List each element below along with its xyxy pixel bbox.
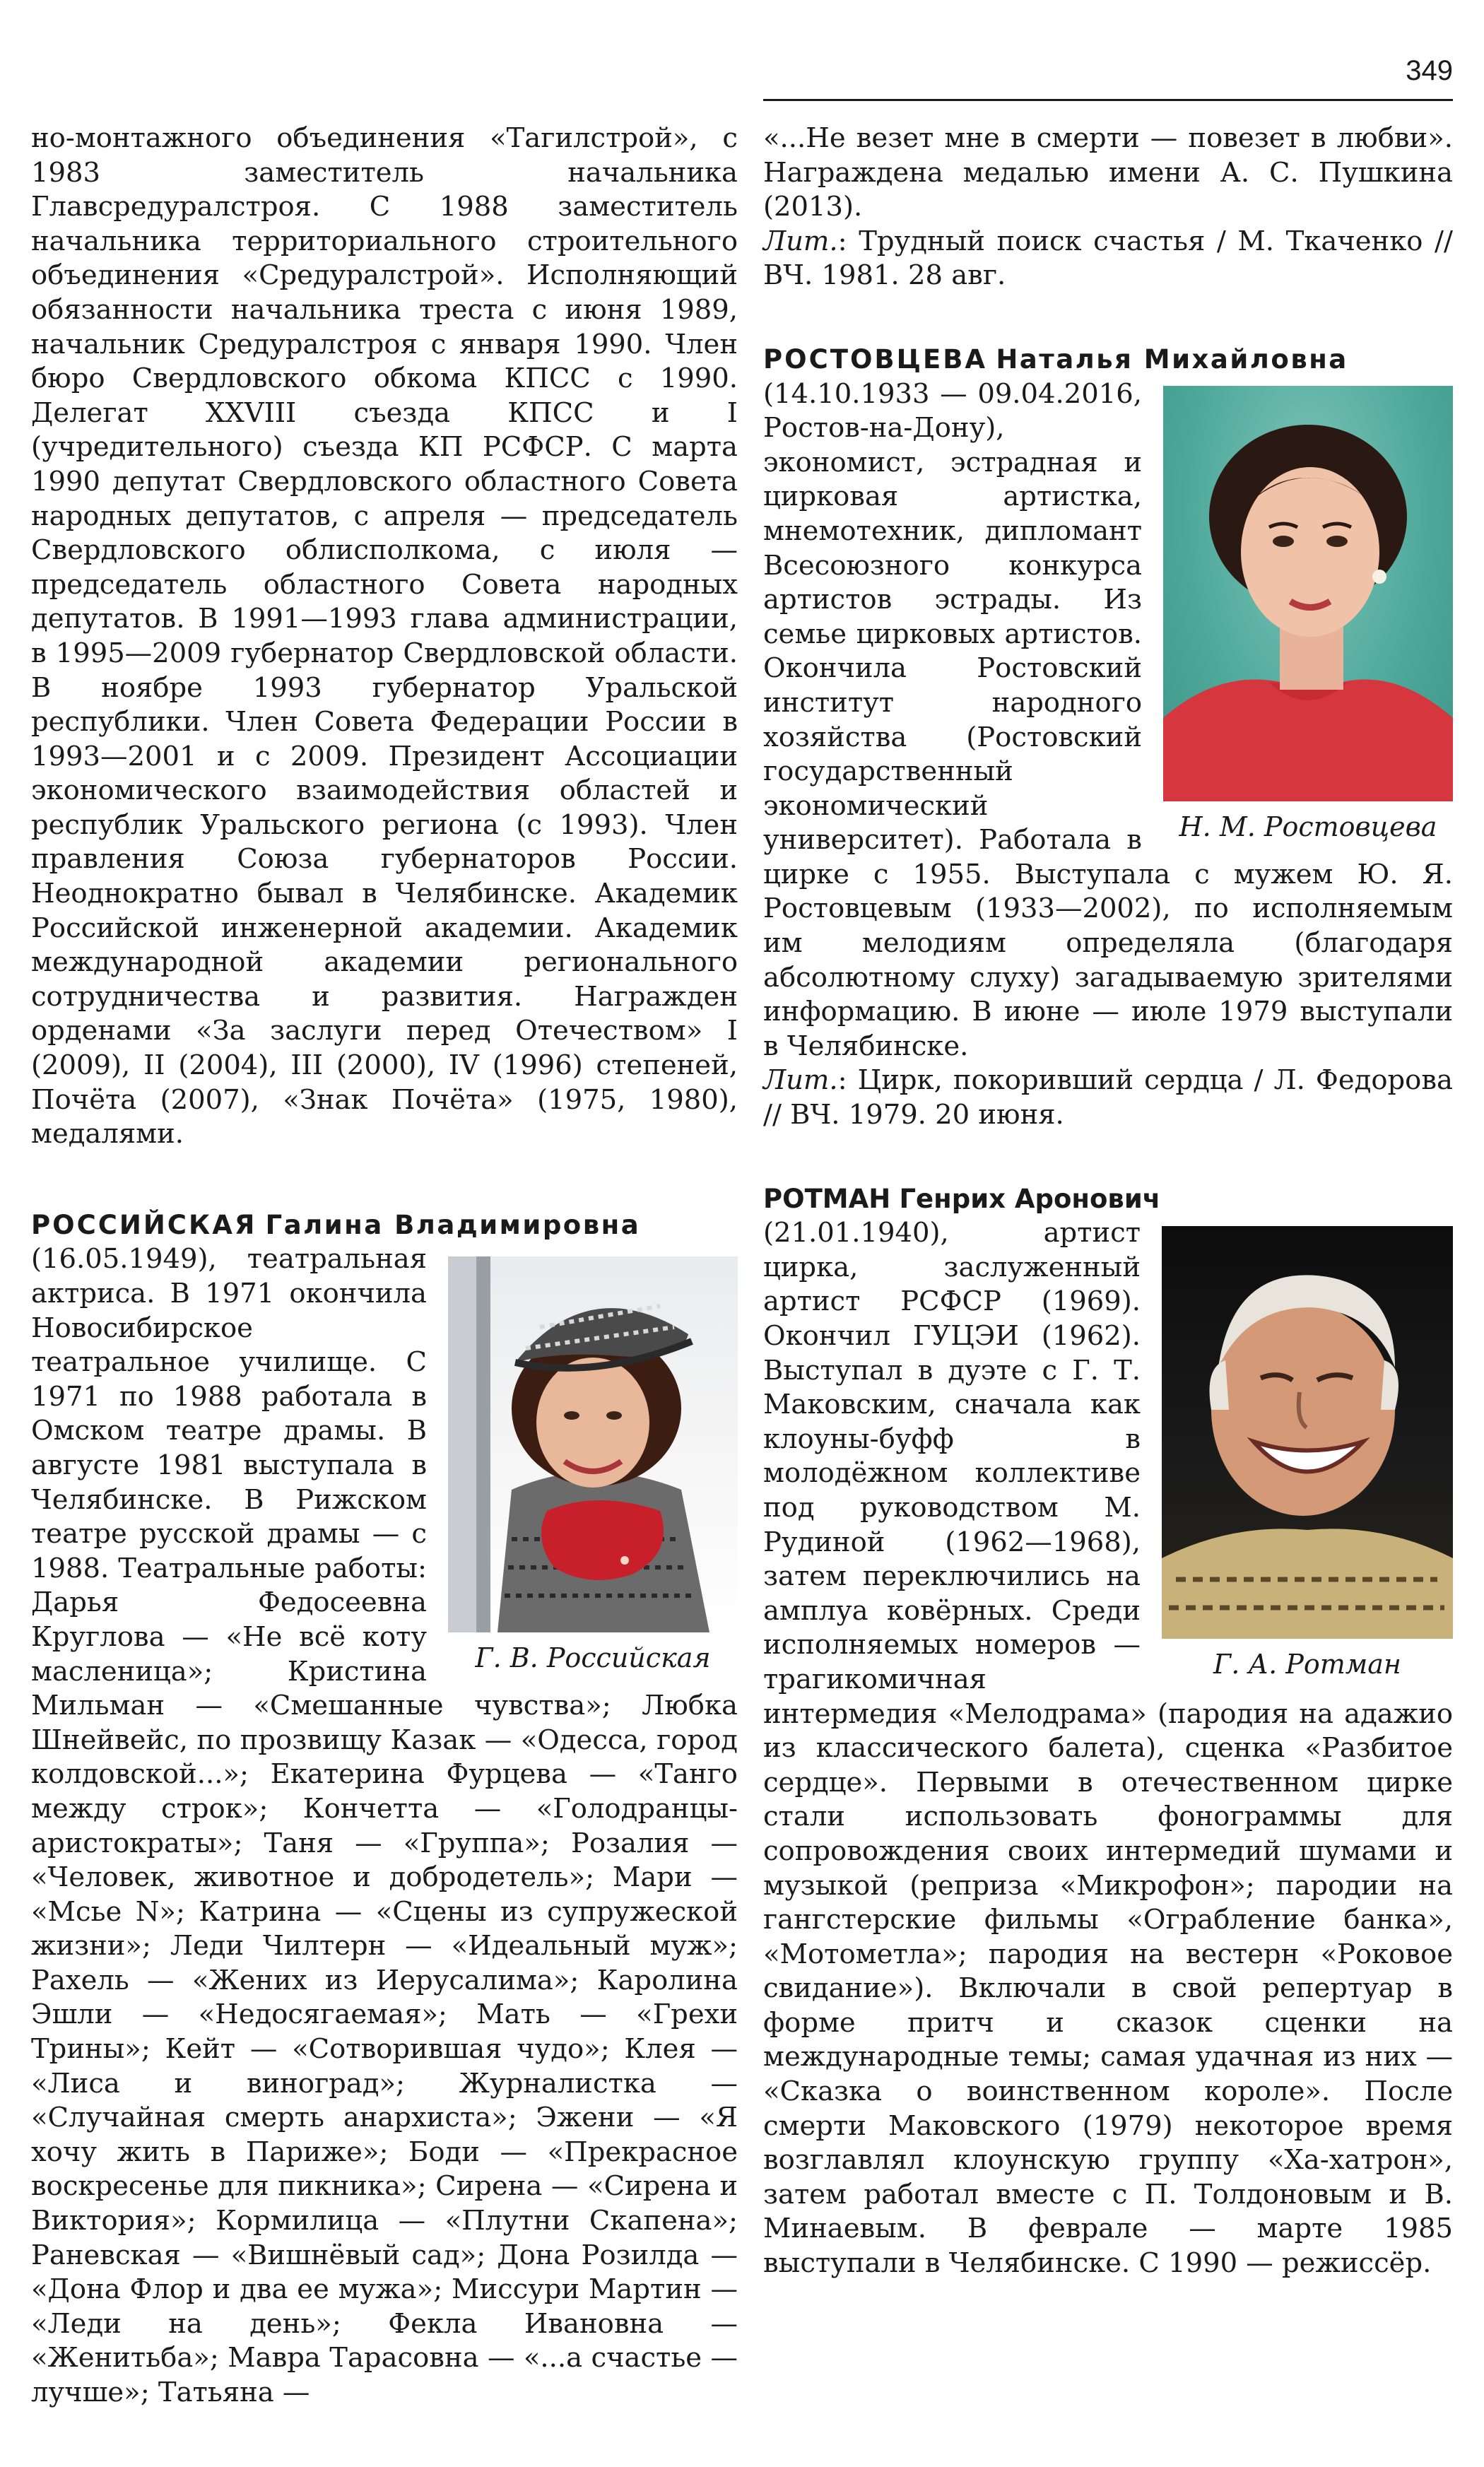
portrait-image [1163, 386, 1453, 801]
lit-text: : Цирк, покоривший сердца / Л. Федорова // ВЧ. 1979. 20 июня. [763, 1064, 1453, 1131]
entry-text: (16.05.1949), театральная актриса. В 1971 окончила Новосибирское театральное училище. С 1971 по 1988 работала в Омском театре драмы. В августе 1981 выступала в Челябинске. В Рижском театре русской драмы — с 1988. Театральные работы: Дарья Федосеевна Круглова — «Не всё коту масленица»; Кристина Мильман — «Смешанные чувства»; Любка Шнейвейс, по прозвищу Казак — «Одесса, город колдовской...»; Екатерина Фурцева — «Танго между строк»; Кончетта — «Голодранцы-аристократы»; Таня — «Группа»; Розалия — «Человек, животное и добродетель»; Мари — «Мсье N»; Катрина — «Сцены из супружеской жизни»; Леди Чилтерн — «Идеальный муж»; Рахель — «Жених из Иерусалима»; Каролина Эшли — «Недосягаемая»; Мать — «Грехи Трины»; Кейт — «Сотворившая чудо»; Клея — «Лиса и виноград»; Журналистка — «Случайная смерть анархиста»; Эжени — «Я хочу жить в Париже»; Боди — «Прекрасное воскресенье для пикника»; Сирена — «Сирена и Виктория»; Кормилица — «Плутни Скапена»; Раневская — «Вишнёвый сад»; Дона Розилда — «Дона Флор и два ее мужа»; Миссури Мартин — «Леди на день»; Фекла Ивановна — «Женитьба»; Мавра Тарасовна — «...а счастье — лучше»; Татьяна — [31, 1243, 738, 2408]
lit-label: Лит. [763, 1064, 838, 1097]
portrait-image [448, 1256, 738, 1632]
entry-text: (14.10.1933 — 09.04.2016, Ростов-на-Дону), экономист, эстрадная и цирковая артистка, мнемотехник, дипломант Всесоюзного конкурса артистов эстрады. Из семье цирковых артистов. Окончила Ростовский институт народного хозяйства (Ростовский государственный экономический университет). Работала в цирке с 1955. Выступала с мужем Ю. Я. Ростовцевым (1933—2002), по исполняемым им мелодиям определяла (благодаря абсолютному слуху) загадываемую зрителями информацию. В июне — июле 1979 выступали в Челябинске. [763, 377, 1453, 1062]
photo-rossiyskaya [448, 1256, 738, 1673]
header-rule [763, 99, 1453, 101]
entry-rostovtseva [763, 343, 1453, 1133]
entry-surname: РОСТОВЦЕВА [763, 343, 988, 375]
entry-continuation-left [31, 122, 738, 1152]
entry-rossiyskaya [31, 1208, 738, 2410]
entry-body [763, 343, 1453, 377]
page-number: 349 [1406, 55, 1453, 86]
right-column [763, 122, 1453, 2338]
literature-line [763, 1064, 1453, 1132]
lit-label: Лит. [763, 225, 838, 257]
literature-line [763, 225, 1453, 293]
continuation-text: но-монтажного объединения «Тагилстрой», с 1983 заместитель начальника Главсредуралстроя. С 1988 заместитель начальника территориального строительного объединения «Средуралстрой». Исполняющий обязанности начальника треста с июня 1989, начальник Средуралстроя с января 1990. Член бюро Свердловского обкома КПСС с 1990. Делегат XXVIII съезда КПСС и I (учредительного) съезда КП РСФСР. С марта 1990 депутат Свердловского областного Совета народных депутатов, с апреля — председатель Свердловского облисполкома, с июля — председатель областного Совета народных депутатов. В 1991—1993 глава администрации, в 1995—2009 губернатор Свердловской области. В ноябре 1993 губернатор Уральской республики. Член Совета Федерации России в 1993—2001 и с 2009. Президент Ассоциации экономического взаимодействия областей и республик Уральского региона (с 1993). Член правления Союза губернаторов России. Неоднократно бывал в Челябинске. Академик Российской инженерной академии. Академик международной академии регионального сотрудничества и развития. Награжден орденами «За заслуги перед Отечеством» I (2009), II (2004), III (2000), IV (1996) степеней, Почёта (2007), «Знак Почёта» (1975, 1980), медалями. [31, 122, 738, 1150]
continuation-text: «...Не везет мне в смерти — повезет в любви». Награждена медалью имени А. С. Пушкина (2013). [763, 122, 1453, 223]
entry-given-name: Генрих Аронович [899, 1183, 1161, 1214]
photo-caption: Н. М. Ростовцева [1179, 811, 1437, 842]
left-column [31, 122, 738, 2467]
lit-text: : Трудный поиск счастья / М. Ткаченко // ВЧ. 1981. 28 авг. [763, 225, 1453, 292]
photo-caption: Г. В. Российская [475, 1642, 711, 1674]
entry-given-name: Галина Владимировна [265, 1209, 641, 1240]
photo-rotman [1162, 1226, 1453, 1680]
photo-rostovtseva [1163, 386, 1453, 842]
photo-caption: Г. А. Ротман [1213, 1649, 1401, 1680]
entry-body [763, 1182, 1453, 1217]
entry-surname: РОТМАН [763, 1183, 891, 1214]
entry-surname: РОССИЙСКАЯ [31, 1209, 257, 1240]
entry-body [31, 1208, 738, 1243]
portrait-image [1162, 1226, 1453, 1639]
entry-given-name: Наталья Михайловна [996, 343, 1348, 375]
entry-continuation-right [763, 122, 1453, 293]
entry-rotman [763, 1182, 1453, 2281]
entry-text: (21.01.1940), артист цирка, заслуженный артист РСФСР (1969). Окончил ГУЦЭИ (1962). Выступал в дуэте с Г. Т. Маковским, сначала как клоуны-буфф в молодёжном коллективе под руководством М. Рудиной (1962—1968), затем переключились на амплуа ковёрных. Среди исполняемых номеров — трагикомичная интермедия «Мелодрама» (пародия на адажио из классического балета), сценка «Разбитое сердце». Первыми в отечественном цирке стали использовать фонограммы для сопровождения своих интермедий шумами и музыкой (реприза «Микрофон»; пародии на гангстерские фильмы «Ограбление банка», «Мотометла»; пародия на вестерн «Роковое свидание»). Включали в свой репертуар в форме притч и сказок сценки на международные темы; самая удачная из них — «Сказка о воинственном короле». После смерти Маковского (1979) некоторое время возглавлял клоунскую группу «Ха-хатрон», затем работал вместе с П. Толдоновым и В. Минаевым. В феврале — марте 1985 выступали в Челябинске. С 1990 — режиссёр. [763, 1217, 1453, 2280]
